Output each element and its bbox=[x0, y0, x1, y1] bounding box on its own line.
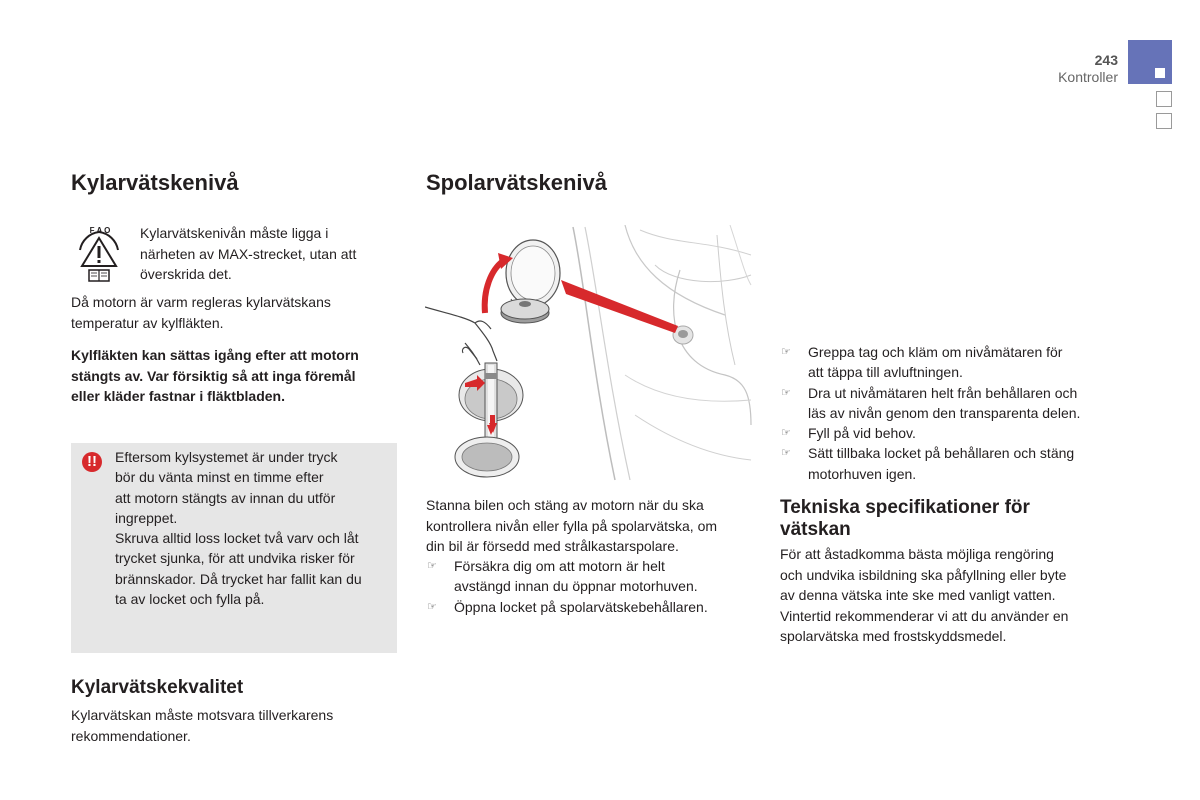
text-line: rekommendationer. bbox=[71, 727, 191, 744]
text-line: trycket sjunka, för att undvika risker för bbox=[115, 550, 355, 567]
text-line: motorhuven igen. bbox=[808, 465, 917, 482]
text-line: Dra ut nivåmätaren helt från behållaren och bbox=[808, 384, 1078, 401]
list-item bbox=[780, 423, 1140, 443]
text-line: Vintertid rekommenderar vi att du använder en bbox=[780, 607, 1069, 624]
washer-level-title: Spolarvätskenivå bbox=[426, 170, 607, 195]
exclamation-icon: !! bbox=[82, 452, 102, 472]
text-line: och undvika isbildning ska påfyllning eller byte bbox=[780, 566, 1067, 583]
washer-paragraph bbox=[426, 495, 766, 557]
text-line: Stanna bilen och stäng av motorn när du ska bbox=[426, 497, 704, 513]
coolant-quality-title: Kylarvätskekvalitet bbox=[71, 677, 244, 698]
fluid-specs-title bbox=[780, 497, 1140, 541]
text-line: Tekniska specifikationer för bbox=[780, 497, 1030, 518]
list-item bbox=[426, 597, 766, 617]
dipstick-steps-list bbox=[780, 342, 1140, 484]
icon-caption: F A O bbox=[89, 226, 111, 235]
coolant-level-title: Kylarvätskenivå bbox=[71, 170, 239, 195]
text-line: temperatur av kylfläkten. bbox=[71, 314, 224, 331]
coolant-quality-text bbox=[71, 705, 401, 746]
pointing-hand-icon: ☞ bbox=[781, 447, 791, 460]
chapter-tab-3[interactable] bbox=[1156, 113, 1172, 129]
washer-reservoir-illustration bbox=[425, 225, 753, 487]
text-line: Kylarvätskenivån måste ligga i bbox=[140, 225, 329, 241]
list-item bbox=[426, 556, 766, 597]
text-line: Då motorn är varm regleras kylarvätskans bbox=[71, 294, 331, 310]
text-line: vätskan bbox=[780, 519, 851, 540]
text-line: Greppa tag och kläm om nivåmätaren för bbox=[808, 344, 1063, 360]
list-item bbox=[780, 342, 1140, 383]
text-line: ta av locket och fylla på. bbox=[115, 591, 265, 608]
coolant-intro bbox=[140, 223, 400, 285]
chapter-tab-2[interactable] bbox=[1156, 91, 1172, 107]
tab-marker bbox=[1155, 68, 1165, 78]
hot-engine-warning-icon bbox=[72, 226, 126, 284]
text-line: Skruva alltid loss locket två varv och låt bbox=[115, 530, 359, 547]
section-name: Kontroller bbox=[1058, 69, 1118, 85]
text-line: Försäkra dig om att motorn är helt bbox=[454, 558, 665, 574]
text-line: bör du vänta minst en timme efter bbox=[115, 469, 324, 486]
text-line: närheten av MAX-strecket, utan att bbox=[140, 245, 357, 262]
chapter-tab-active[interactable] bbox=[1128, 40, 1172, 84]
text-line: överskrida det. bbox=[140, 266, 232, 282]
text-line: eller kläder fastnar i fläktbladen. bbox=[71, 388, 285, 404]
text-line: kontrollera nivån eller fylla på spolarvätska, om bbox=[426, 517, 718, 534]
text-line: läs av nivån genom den transparenta delen. bbox=[808, 404, 1081, 421]
pointing-hand-icon: ☞ bbox=[427, 560, 437, 572]
text-line: Fyll på vid behov. bbox=[808, 425, 916, 442]
text-line: stängts av. Var försiktig så att inga föremål bbox=[71, 367, 356, 384]
pointing-hand-icon: ☞ bbox=[427, 600, 437, 613]
fan-warning-bold bbox=[71, 345, 406, 407]
text-line: brännskador. Då trycket har fallit kan du bbox=[115, 570, 362, 587]
text-line: av denna vätska inte ske med vanligt vatten. bbox=[780, 587, 1056, 603]
text-line: ingreppet. bbox=[115, 509, 178, 526]
pointing-hand-icon: ☞ bbox=[781, 346, 791, 358]
washer-steps-list bbox=[426, 556, 766, 617]
text-line: Sätt tillbaka locket på behållaren och stäng bbox=[808, 445, 1075, 462]
pointing-hand-icon: ☞ bbox=[781, 427, 791, 440]
text-line: att motorn stängts av innan du utför bbox=[115, 489, 336, 506]
text-line: avstängd innan du öppnar motorhuven. bbox=[454, 578, 698, 595]
warning-text bbox=[115, 447, 387, 609]
text-line: spolarvätska med frostskyddsmedel. bbox=[780, 628, 1007, 644]
text-line: Öppna locket på spolarvätskebehållaren. bbox=[454, 598, 708, 615]
text-line: Kylfläkten kan sättas igång efter att motorn bbox=[71, 347, 359, 363]
coolant-paragraph bbox=[71, 292, 401, 333]
page-number: 243 bbox=[1094, 52, 1118, 68]
pressure-warning-box bbox=[71, 443, 397, 653]
list-item bbox=[780, 443, 1140, 484]
text-line: För att åstadkomma bästa möjliga rengöring bbox=[780, 546, 1054, 562]
pointing-hand-icon: ☞ bbox=[781, 386, 791, 399]
fluid-specs-text bbox=[780, 544, 1140, 647]
text-line: Eftersom kylsystemet är under tryck bbox=[115, 449, 338, 465]
text-line: Kylarvätskan måste motsvara tillverkarens bbox=[71, 707, 334, 723]
text-line: din bil är försedd med strålkastarspolare. bbox=[426, 538, 679, 554]
text-line: att täppa till avluftningen. bbox=[808, 364, 963, 381]
list-item bbox=[780, 383, 1140, 424]
